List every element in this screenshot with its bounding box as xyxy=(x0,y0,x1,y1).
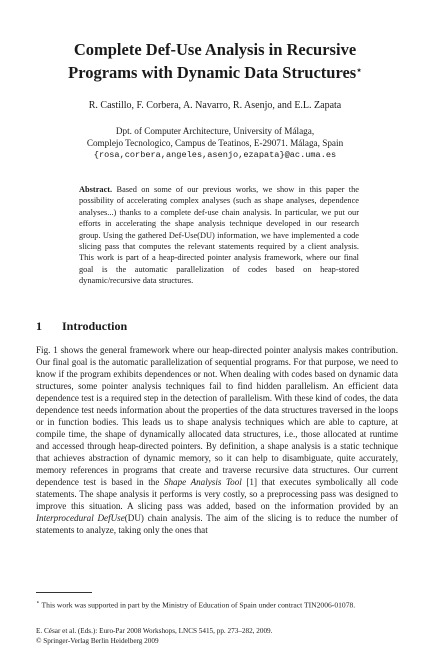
title-line-2: Programs with Dynamic Data Structures xyxy=(68,63,357,82)
section-number: 1 xyxy=(36,319,42,333)
affiliation-line-1: Dpt. of Computer Architecture, University of Málaga, xyxy=(115,126,315,136)
citation-line-2: © Springer-Verlag Berlin Heidelberg 2009 xyxy=(36,636,159,645)
abstract xyxy=(79,184,359,287)
title-line-1: Complete Def-Use Analysis in Recursive xyxy=(73,40,357,59)
body-italic-interprocedural-defuse: Interprocedural DefUse xyxy=(36,513,125,523)
body-text-1: Fig. 1 shows the general framework where our heap-directed pointer analysis makes contribution. Our final goal is the automatic parallelization of sequential programs. For that purpose, we need to know if the program exhibits dependences or not. When dealing with codes based on dynamic data structures, some pointer analysis techniques fail to find hidden parallelism. An efficient data dependence test is a required step in the detection of parallelism. With these kind of codes, the data dependence test needs information about the properties of the data structures traversed in the loops or in function bodies. This leads us to shape analysis techniques which are able to capture, at compile time, the shape of dynamically allocated data structures, i.e., those allocated at runtime and accessed through heap-directed pointers. By definition, a shape analysis is a static technique that achieves abstraction of dynamic memory, so it can help to disambiguate, quite accurately, memory references in programs that create and traverse recursive data structures. Our current dependence test is based in the xyxy=(36,345,398,487)
section-title: Introduction xyxy=(62,319,128,333)
body-paragraph xyxy=(36,344,398,536)
footnote-text: This work was supported in part by the Ministry of Education of Spain under contract TIN2006-01078. xyxy=(41,600,356,610)
abstract-label: Abstract. xyxy=(79,185,113,194)
author-emails: {rosa,corbera,angeles,asenjo,ezapata}@ac.uma.es xyxy=(93,150,337,161)
abstract-text: Based on some of our previous works, we show in this paper the possibility of accelerating complex analyses (such as shape analyses, dependence analyses...) thanks to a complete def-use chain analysis. In particular, we put our efforts in accelerating the shape analysis technique developed in our research group. Using the gathered Def-Use(DU) information, we have implemented a code slicing pass that computes the relevant statements required by a client analysis. This work is part of a heap-directed pointer analysis framework, where our final goal is the automatic parallelization of codes based on heap-stored dynamic/recursive data structures. xyxy=(79,185,359,286)
body-text-2: [1] that executes symbolically all code statements. The shape analysis it performs is very costly, so a preprocessing pass was designed to improve this situation. A slicing pass was added, based on the information provided by an xyxy=(36,477,399,511)
paper-title xyxy=(20,40,410,83)
section-heading xyxy=(36,319,127,334)
affiliation-line-2: Complejo Tecnologico, Campus de Teatinos, E-29071. Málaga, Spain xyxy=(86,137,344,148)
footnote-marker: ⋆ xyxy=(36,600,40,606)
body-text-3: (DU) chain analysis. The aim of the slicing is to reduce the number of statements to analyze, taking only the ones that xyxy=(36,513,398,535)
affiliation xyxy=(20,126,410,162)
author-list: R. Castillo, F. Corbera, A. Navarro, R. Asenjo, and E.L. Zapata xyxy=(88,100,342,111)
footnote xyxy=(36,598,398,611)
body-italic-shape-analysis-tool: Shape Analysis Tool xyxy=(163,477,242,487)
footnote-rule xyxy=(36,592,92,593)
publication-citation xyxy=(36,627,398,646)
citation-line-1: E. César et al. (Eds.): Euro-Par 2008 Workshops, LNCS 5415, pp. 273–282, 2009. xyxy=(36,627,273,635)
title-footnote-marker: ⋆ xyxy=(356,65,362,75)
